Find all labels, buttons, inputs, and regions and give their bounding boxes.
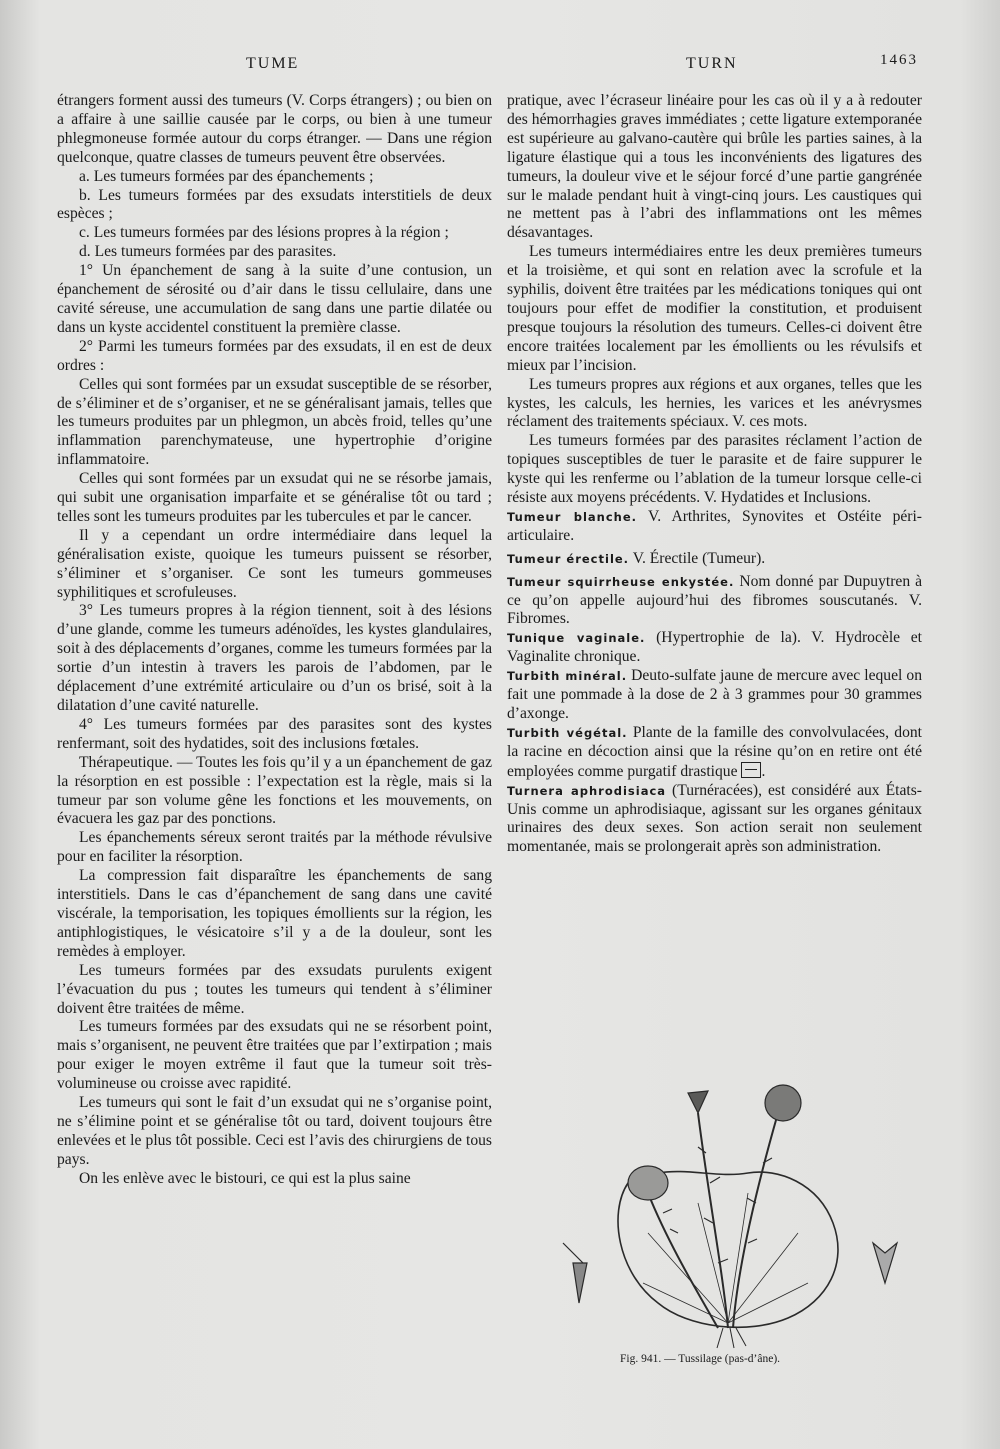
left-paragraph: Thérapeutique. — Toutes les fois qu’il y a un épanchement de gaz la résorption en est possible : l’expectation est la règle, mais si la tumeur par son volume gêne les fonctions et les mouvements, on évacuera les gaz par des ponctions. (57, 753, 492, 828)
entry-text: Nom donné par Dupuytren à ce qu’on appelle aujourd’hui des fibromes souscutanés. V. Fibromes. (507, 572, 922, 628)
entry-headword: Turbith végétal. (507, 725, 628, 740)
entry-text: V. Érectile (Tumeur). (632, 549, 766, 567)
dictionary-entry (507, 667, 922, 724)
dictionary-entry (507, 629, 922, 667)
left-column (57, 92, 492, 1189)
left-paragraph: Les épanchements séreux seront traités par la méthode révulsive pour en faciliter la résorption. (57, 829, 492, 866)
right-paragraph: Les tumeurs intermédiaires entre les deux premières tumeurs et la troisième, et qui sont en relation avec la scrofule et la syphilis, doivent être traitées par les médications toniques qui ont toujours pour effet de modifier la constitution, et produisent presque toujours la résolution des tumeurs. Celles-ci doivent être encore traitées localement par les émollients ou les révulsifs et mieux par l’incision. (507, 243, 922, 374)
left-paragraph: d. Les tumeurs formées par des parasites. (79, 243, 337, 261)
left-paragraph: La compression fait disparaître les épanchements de sang interstitiels. Dans le cas d’épanchement de sang dans une cavité viscérale, la temporisation, les topiques émollients sur la région, les antiphlogistiques, le vésicatoire s’il y a de la douleur, sont les remèdes à employer. (57, 867, 492, 960)
left-paragraph: Les tumeurs formées par des exsudats qui ne se résorbent point, mais s’organisent, ne peuvent être traitées que par l’extirpation ; mais pour exiger le moyen extrême il faut que la tumeur soit très-volumineuse ou croisse avec rapidité. (57, 1018, 492, 1093)
dictionary-entry (507, 550, 922, 569)
page-number: 1463 (880, 52, 918, 68)
entry-headword: Turbith minéral. (507, 669, 628, 684)
entry-headword: Tumeur érectile. (507, 551, 630, 566)
entry-text: (Hypertrophie de la). V. Hydrocèle et Vaginalite chronique. (507, 629, 923, 666)
tussilage-plant-icon (548, 1073, 918, 1353)
left-paragraph: On les enlève avec le bistouri, ce qui est la plus saine (79, 1169, 411, 1187)
left-paragraph: 4° Les tumeurs formées par des parasites sont des kystes renfermant, soit des hydatides, soit des inclusions fœtales. (57, 715, 492, 752)
right-paragraph: Les tumeurs propres aux régions et aux organes, telles que les kystes, les calculs, les hernies, les varices et les anévrysmes réclament des traitements spéciaux. V. ces mots. (507, 375, 922, 431)
dictionary-entry (507, 573, 922, 630)
entry-headword: Tumeur squirrheuse enkystée. (507, 574, 735, 589)
left-paragraph: a. Les tumeurs formées par des épanchements ; (79, 167, 374, 185)
right-column (507, 92, 922, 857)
entry-text: Plante de la famille des convolvulacées, dont la racine en décoction ainsi que la résine qu’on en retire ont été employées comme purgatif drastique (507, 723, 923, 780)
right-paragraph: pratique, avec l’écraseur linéaire pour les cas où il y a à redouter des hémorrhagies graves immédiates ; cette ligature extemporanée est supérieure au galvano-cautère qui brûle les parties saines, à la ligature élastique qui a tous les inconvénients des ligatures des tumeurs, la douleur vive et le séjour forcé d’une partie gangrénée sur le malade pendant huit à vingt-cinq jours. Les caustiques qui ne mettent pas à l’abri des inflammations ont les mêmes désavantages. (507, 92, 922, 242)
entry-headword: Tunique vaginale. (507, 631, 646, 646)
left-paragraph: Les tumeurs qui sont le fait d’un exsudat qui ne s’organise point, ne s’élimine point et se généralise tôt ou tard, doivent toujours être enlevées et le plus tôt possible. Ceci est l’avis des chirurgiens de tous pays. (57, 1094, 492, 1168)
left-paragraph: étrangers forment aussi des tumeurs (V. Corps étrangers) ; ou bien on a affaire à une saillie causée par le corps, ou bien à une tumeur phlegmoneuse formée autour du corps étranger. — Dans une région quelconque, quatre classes de tumeurs peuvent être observées. (57, 92, 492, 166)
poison-symbol-icon (741, 762, 761, 778)
left-paragraph: Les tumeurs formées par des exsudats purulents exigent l’évacuation du pus ; toutes les tumeurs qui tendent à s’éliminer doivent être traitées de même. (57, 961, 492, 1017)
entry-text: Deuto-sulfate jaune de mercure avec lequel on fait une pommade à la dose de 2 à 3 grammes pour 30 grammes d’axonge. (507, 667, 922, 722)
left-paragraph: Celles qui sont formées par un exsudat qui ne se résorbe jamais, qui subit une organisation imparfaite et se généralise tôt ou tard ; telles sont les tumeurs produites par les tubercules et par le cancer. (57, 470, 492, 525)
running-head-center: TURN (686, 55, 738, 72)
figure-tussilage (548, 1073, 918, 1373)
right-paragraph: Les tumeurs formées par des parasites réclament l’action de topiques susceptibles de tuer le parasite et de faire suppurer le kyste qui les renferme ou l’ablation de la tumeur lorsque celle-ci résiste aux moyens précédents. V. Hydatides et Inclusions. (507, 432, 922, 507)
entry-headword: Tumeur blanche. (507, 509, 638, 524)
running-head-left: TUME (246, 55, 300, 72)
left-paragraph: 1° Un épanchement de sang à la suite d’une contusion, un épanchement de sérosité ou d’air dans le tissu cellulaire, dans une cavité séreuse, une accumulation de sang dans une partie dilatée ou dans un kyste accidentel constituent la première classe. (57, 262, 492, 336)
left-paragraph: 3° Les tumeurs propres à la région tiennent, soit à des lésions d’une glande, comme les tumeurs adénoïdes, les kystes glandulaires, soit à des déplacements d’organes, comme les tumeurs formées par la sortie d’un intestin à travers les parois de l’abdomen, par le déplacement d’une extrémité articulaire ou d’un os brisé, soit à la dilatation d’une cavité naturelle. (57, 602, 492, 714)
entry-text: (Turnéracées), est considéré aux États-Unis comme un aphrodisiaque, agissant sur les organes génitaux urinaires des deux sexes. Son action serait non seulement momentanée, mais se prolongerait après son administration. (507, 781, 922, 856)
dictionary-entry (507, 782, 922, 858)
figure-caption: Fig. 941. — Tussilage (pas-d’âne). (620, 1353, 781, 1365)
entry-text: V. Arthrites, Synovites et Ostéite péri-articulaire. (507, 507, 923, 544)
dictionary-entry (507, 508, 922, 546)
left-paragraph: 2° Parmi les tumeurs formées par des exsudats, il en est de deux ordres : (57, 337, 492, 374)
left-paragraph: b. Les tumeurs formées par des exsudats interstitiels de deux espèces ; (57, 186, 492, 223)
left-paragraph: Celles qui sont formées par un exsudat susceptible de se résorber, de s’éliminer et de s’organiser, et ne se généralisant jamais, telles que les tumeurs produites par un phlegmon, un abcès froid, telles qu’une inflammation parenchymateuse, une hypertrophie d’origine inflammatoire. (57, 375, 492, 469)
dictionary-entry: Turbith végétal. Plante de la famille des convolvulacées, dont la racine en décoction ainsi que la résine qu’on en retire ont été employées comme purgatif drastique . (507, 723, 923, 780)
left-paragraph: c. Les tumeurs formées par des lésions propres à la région ; (79, 224, 449, 242)
entry-headword: Turnera aphrodisiaca (507, 783, 667, 798)
left-paragraph: Il y a cependant un ordre intermédiaire dans lequel la généralisation existe, quoique les tumeurs puissent se résorber, s’éliminer et s’organiser. Ce sont les tumeurs gommeuses syphilitiques et scrofuleuses. (57, 526, 492, 601)
